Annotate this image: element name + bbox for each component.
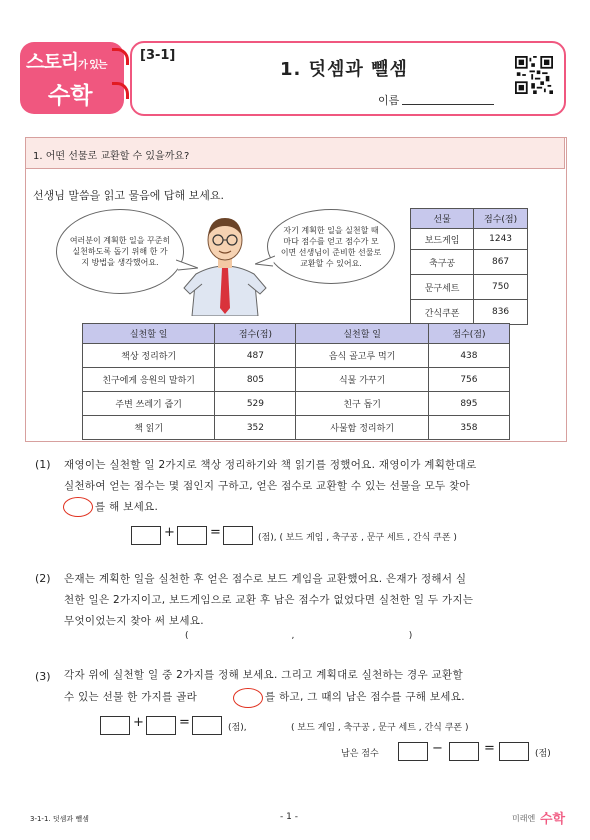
gift-name: 문구세트 xyxy=(411,275,474,300)
question-1-text xyxy=(64,455,564,497)
qr-code-icon xyxy=(515,56,553,94)
task-name: 사물함 정리하기 xyxy=(296,416,428,440)
q1-answer-options: (점), ( 보드 게임 , 축구공 , 문구 세트 , 간식 쿠폰 ) xyxy=(258,533,457,543)
question-line: 재영이는 실천할 일 2가지로 책상 정리하기와 책 읽기를 정했어요. 재영이가 계획한대로 xyxy=(64,459,477,471)
table-row xyxy=(411,300,528,325)
question-line: 수 있는 선물 한 가지를 골라 xyxy=(64,691,198,703)
answer-box[interactable] xyxy=(398,742,428,761)
gift-score: 867 xyxy=(474,250,528,275)
question-2-text xyxy=(64,569,564,632)
logo-hook-icon xyxy=(112,82,129,99)
answer-box[interactable] xyxy=(177,526,207,545)
equals-sign: = xyxy=(179,715,190,730)
page-title: 1. 덧셈과 뺄셈 xyxy=(280,59,408,80)
page-number: - 1 - xyxy=(280,812,298,822)
table-row xyxy=(411,229,528,250)
question-line: 실천하여 얻는 점수는 몇 점인지 구하고, 얻은 점수로 교환할 수 있는 선물을 모두 찾아 xyxy=(64,480,470,492)
answer-box[interactable] xyxy=(131,526,161,545)
question-line: 를 해 보세요. xyxy=(95,501,159,513)
question-line: 각자 위에 실천할 일 중 2가지를 정해 보세요. 그리고 계획대로 실천하는 경우 교환할 xyxy=(64,669,463,681)
question-line: 천한 일은 2가지이고, 보드게임으로 교환 후 남은 점수가 없었다면 실천한 일 두 가지는 xyxy=(64,594,474,606)
gift-table-header: 선물 xyxy=(411,209,474,229)
circle-mark-example xyxy=(63,497,93,517)
task-name: 책 읽기 xyxy=(83,416,215,440)
gift-name: 축구공 xyxy=(411,250,474,275)
gift-name: 간식쿠폰 xyxy=(411,300,474,325)
equals-sign: = xyxy=(484,741,495,756)
table-row xyxy=(83,392,510,416)
gift-name: 보드게임 xyxy=(411,229,474,250)
task-name: 친구에게 응원의 말하기 xyxy=(83,368,215,392)
task-score: 756 xyxy=(428,368,509,392)
logo-text-bottom: 수학 xyxy=(48,83,93,109)
footer-left: 3-1-1. 덧셈과 뺄셈 xyxy=(30,815,89,823)
table-row xyxy=(83,416,510,440)
unit-label: (점), xyxy=(228,723,247,733)
logo-text-top: 스토리가 있는 xyxy=(26,51,107,73)
question-number: (2) xyxy=(35,572,51,585)
unit-label: (점) xyxy=(535,749,551,759)
answer-box[interactable] xyxy=(449,742,479,761)
task-score: 895 xyxy=(428,392,509,416)
teacher-illustration-icon xyxy=(182,212,268,316)
brand-label: 미래엔 xyxy=(512,814,536,823)
q3-gift-options: ( 보드 게임 , 축구공 , 문구 세트 , 간식 쿠폰 ) xyxy=(291,723,469,733)
gift-table xyxy=(410,208,528,325)
question-line: 무엇이었는지 찾아 써 보세요. xyxy=(64,615,204,627)
plus-sign: + xyxy=(164,525,175,540)
task-name: 주변 쓰레기 줍기 xyxy=(83,392,215,416)
task-name: 책상 정리하기 xyxy=(83,344,215,368)
name-field[interactable] xyxy=(402,104,494,105)
table-row xyxy=(83,368,510,392)
q2-answer-field[interactable]: ( , ) xyxy=(185,631,413,641)
equals-sign: = xyxy=(210,525,221,540)
speech-bubble-right: 자기 계획한 일을 실천할 때마다 점수를 얻고 점수가 모이면 선생님이 준비한 선물로 교환할 수 있어요. xyxy=(267,209,395,284)
answer-box[interactable] xyxy=(499,742,529,761)
gift-table-header: 점수(점) xyxy=(474,209,528,229)
task-score: 487 xyxy=(215,344,296,368)
task-table-header: 점수(점) xyxy=(215,324,296,344)
task-score: 352 xyxy=(215,416,296,440)
task-table-header: 실천할 일 xyxy=(296,324,428,344)
task-score: 438 xyxy=(428,344,509,368)
task-name: 식물 가꾸기 xyxy=(296,368,428,392)
task-name: 음식 골고루 먹기 xyxy=(296,344,428,368)
task-name: 친구 돕기 xyxy=(296,392,428,416)
gift-score: 836 xyxy=(474,300,528,325)
table-row xyxy=(411,275,528,300)
answer-box[interactable] xyxy=(192,716,222,735)
answer-box[interactable] xyxy=(223,526,253,545)
plus-sign: + xyxy=(133,715,144,730)
question-line: 은재는 계획한 일을 실천한 후 얻은 점수로 보드 게임을 교환했어요. 은재가 정해서 실 xyxy=(64,573,467,585)
unit-code: [3-1] xyxy=(140,48,176,63)
gift-score: 1243 xyxy=(474,229,528,250)
task-table xyxy=(82,323,510,440)
brand-logo: 수학 xyxy=(540,812,566,827)
table-row xyxy=(83,344,510,368)
task-table-header: 실천할 일 xyxy=(83,324,215,344)
table-row xyxy=(411,250,528,275)
task-score: 358 xyxy=(428,416,509,440)
question-number: (1) xyxy=(35,458,51,471)
minus-sign: − xyxy=(432,741,443,756)
question-line: 를 하고, 그 때의 남은 점수를 구해 보세요. xyxy=(265,691,465,703)
task-table-header: 점수(점) xyxy=(428,324,509,344)
task-score: 805 xyxy=(215,368,296,392)
answer-box[interactable] xyxy=(100,716,130,735)
name-label: 이름 xyxy=(378,94,400,107)
instruction-text: 선생님 말씀을 읽고 물음에 답해 보세요. xyxy=(33,189,224,202)
question-number: (3) xyxy=(35,670,51,683)
gift-score: 750 xyxy=(474,275,528,300)
task-score: 529 xyxy=(215,392,296,416)
speech-bubble-left: 여러분이 계획한 일을 꾸준히 실천하도록 돕기 위해 한 가지 방법을 생각했어요. xyxy=(56,209,184,294)
section-title: 1. 어떤 선물로 교환할 수 있을까요? xyxy=(33,151,190,162)
remaining-score-label: 남은 점수 xyxy=(341,749,379,759)
circle-mark-example xyxy=(233,688,263,708)
answer-box[interactable] xyxy=(146,716,176,735)
logo-hook-icon xyxy=(112,48,129,65)
